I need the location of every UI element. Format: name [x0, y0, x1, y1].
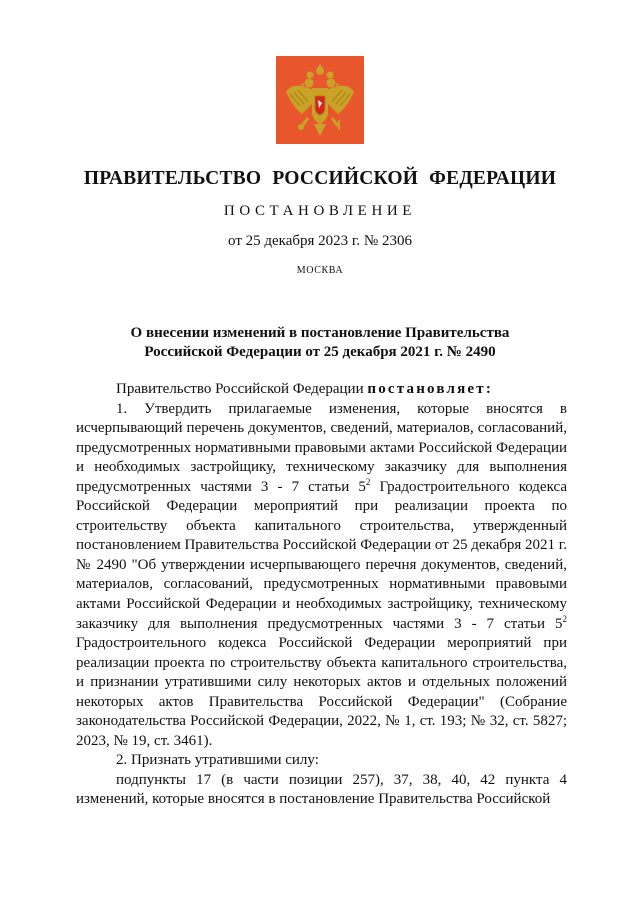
paragraph-1-part-1: 1. Утвердить прилагаемые изменения, которые вносятся в исчерпывающий перечень документов, сведений, материалов, согласований, предусмотренных нормативными правовыми актами Российской Федерации и необходимых застройщику, техническому заказчику для выполнения предусмотренных частями 3 - 7 статьи 5 — [76, 400, 567, 495]
article-superscript: 2 — [365, 476, 371, 487]
intro-paragraph — [76, 380, 567, 400]
decree-body — [76, 380, 567, 810]
intro-text: Правительство Российской Федерации — [116, 381, 368, 397]
heading-line-2: Российской Федерации от 25 декабря 2021 г. № 2490 — [144, 344, 496, 360]
city-name: МОСКВА — [296, 265, 344, 276]
decree-date-number: от 25 декабря 2023 г. № 2306 — [228, 233, 412, 249]
paragraph-3: подпункты 17 (в части позиции 257), 37, 38, 40, 42 пункта 4 изменений, которые вносятся в постановление Правительства Российской — [76, 771, 567, 808]
paragraph-1-part-3: Градостроительного кодекса Российской Федерации мероприятий при реализации проекта по строительству объекта капитального строительства, и признании утратившими силу некоторых актов и отдельных положений некоторых актов Правительства Российской Федерации" (Собрание законодательства Российской Федерации, 2022, № 1, ст. 193; № 32, ст. 5827; 2023, № 19, ст. 3461). — [76, 635, 567, 749]
decree-heading — [0, 324, 640, 362]
paragraph-2: 2. Признать утратившими силу: — [116, 752, 319, 769]
document-type: ПОСТАНОВЛЕНИЕ — [223, 203, 417, 219]
heading-line-1: О внесении изменений в постановление Правительства — [130, 325, 510, 341]
double-headed-eagle-icon — [276, 56, 364, 144]
state-emblem — [276, 56, 364, 144]
article-superscript: 2 — [562, 613, 567, 624]
government-name: ПРАВИТЕЛЬСТВО РОССИЙСКОЙ ФЕДЕРАЦИИ — [83, 168, 557, 189]
paragraph-1 — [76, 400, 567, 752]
paragraph-1-part-2: Градостроительного кодекса Российской Федерации мероприятий при реализации проекта по строительству объекта капитального строительства, утвержденный постановлением Правительства Российской Федерации от 25 декабря 2021 г. № 2490 "Об утверждении исчерпывающего перечня документов, сведений, материалов, согласований, предусмотренных нормативными правовыми актами Российской Федерации и необходимых застройщику, техническому заказчику для выполнения предусмотренных частями 3 - 7 статьи 5 — [76, 478, 567, 632]
resolves-word: постановляет: — [367, 381, 494, 397]
